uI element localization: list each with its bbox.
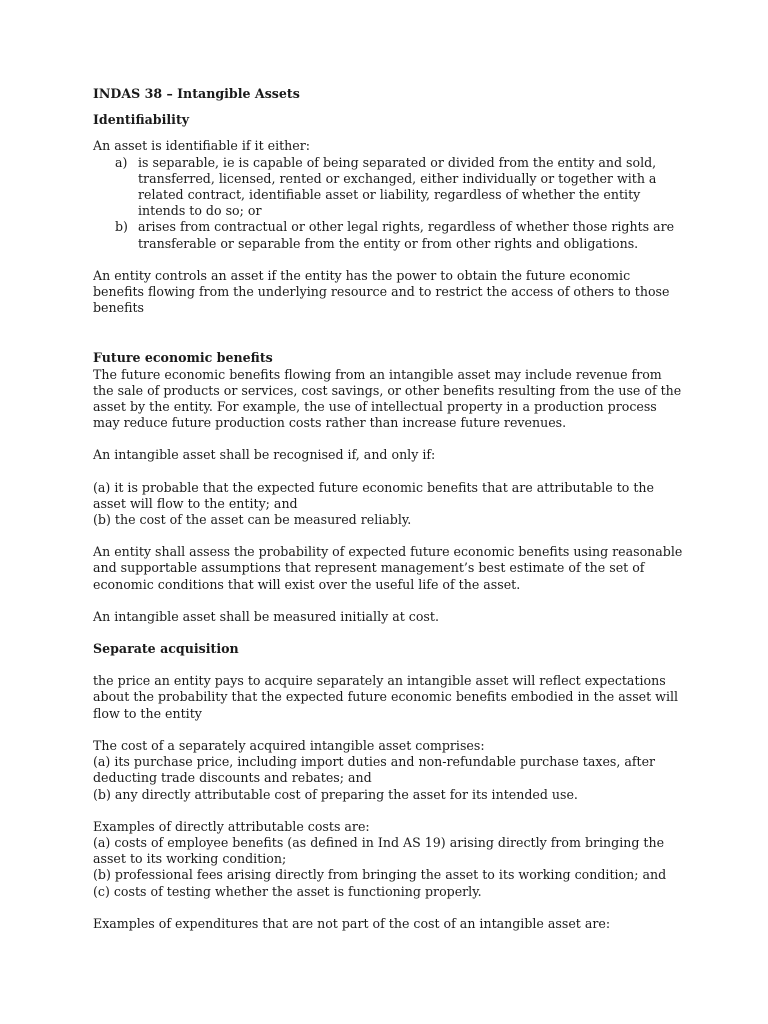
cost-item-a: (a) its purchase price, including import duties and non-refundable purchase taxes, after deducting trade discounts and rebates; and [93,754,656,786]
list-marker: a) [115,154,128,170]
not-part-intro: Examples of expenditures that are not part of the cost of an intangible asset are: [93,915,611,931]
identifiability-list [93,155,683,252]
list-item-text: arises from contractual or other legal rights, regardless of whether those rights are transferable or separable from the entity or from other rights and obligations. [138,219,675,251]
measurement-paragraph: An intangible asset shall be measured initially at cost. [93,608,439,624]
document-title: INDAS 38 – Intangible Assets [93,86,300,101]
recognition-criterion-a: (a) it is probable that the expected future economic benefits that are attributable to the asset will flow to the entity; and [93,479,654,511]
future-benefits-paragraph: The future economic benefits flowing from an intangible asset may include revenue from the sale of products or services, cost savings, or other benefits resulting from the use of the asset by the entity. For example, the use of intellectual property in a production process may reduce future production costs rather than increase future revenues. [93,366,682,431]
list-item [93,219,683,251]
cost-intro: The cost of a separately acquired intangible asset comprises: [93,737,485,753]
recognition-intro: An intangible asset shall be recognised if, and only if: [93,447,436,463]
assessment-paragraph: An entity shall assess the probability of expected future economic benefits using reasonable and supportable assumptions that represent management’s best estimate of the set of economic conditions that will exist over the useful life of the asset. [93,544,683,592]
cost-item-b: (b) any directly attributable cost of preparing the asset for its intended use. [93,786,578,802]
document-page [93,86,683,932]
identifiability-heading: Identifiability [93,112,190,128]
list-item-text: is separable, ie is capable of being separated or divided from the entity and sold, transferred, licensed, rented or exchanged, either individually or together with a related contract, identifiable asset or liability, regardless of whether the entity intends to do so; or [138,154,657,219]
example-item-b: (b) professional fees arising directly from bringing the asset to its working condition; and [93,867,667,883]
example-item-c: (c) costs of testing whether the asset is functioning properly. [93,883,482,899]
future-benefits-heading: Future economic benefits [93,350,273,366]
control-paragraph: An entity controls an asset if the entity has the power to obtain the future economic benefits flowing from the underlying resource and to restrict the access of others to those benefits [93,267,670,316]
recognition-criterion-b: (b) the cost of the asset can be measured reliably. [93,512,412,528]
list-item [93,155,683,220]
price-paragraph: the price an entity pays to acquire separately an intangible asset will reflect expectations about the probability that the expected future economic benefits embodied in the asset will flow to the entity [93,673,679,721]
examples-intro: Examples of directly attributable costs are: [93,818,370,834]
list-marker: b) [115,219,128,235]
example-item-a: (a) costs of employee benefits (as defined in Ind AS 19) arising directly from bringing the asset to its working condition; [93,834,665,867]
identifiability-intro: An asset is identifiable if it either: [93,138,311,154]
separate-acquisition-heading: Separate acquisition [93,641,239,657]
